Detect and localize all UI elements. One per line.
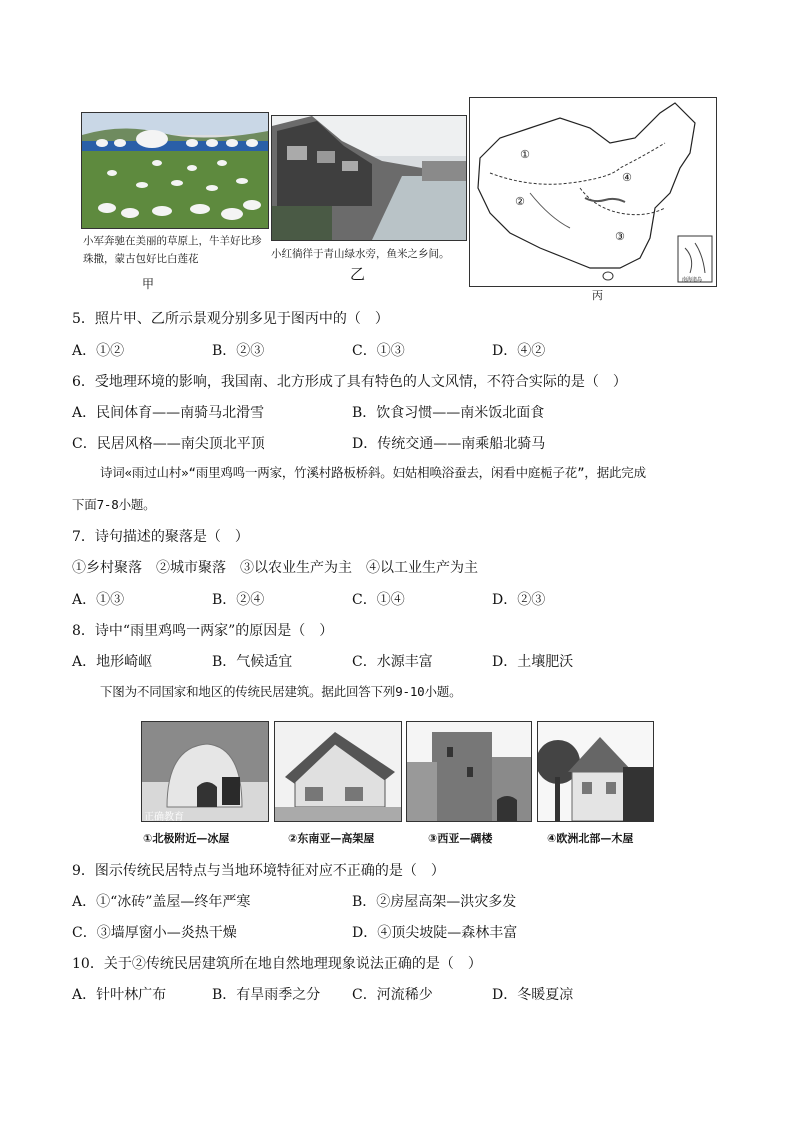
q10-stem: 10．关于②传统民居建筑所在地自然地理现象说法正确的是（ ） (72, 956, 482, 972)
map-bing-label: 丙 (592, 289, 603, 302)
igloo-image (142, 722, 268, 821)
q7-choices: ①乡村聚落 ②城市聚落 ③以农业生产为主 ④以工业生产为主 (72, 560, 478, 576)
photo-jia-label: 甲 (142, 277, 155, 291)
q5-stem: 5．照片甲、乙所示景观分别多见于图丙中的（ ） (72, 311, 389, 327)
lead-9-10: 下图为不同国家和地区的传统民居建筑。据此回答下列9-10小题。 (100, 684, 462, 699)
house-photo-watchtower (406, 721, 532, 822)
house-caption-watchtower: ③西亚—碉楼 (428, 832, 493, 845)
map-region-1-label: ① (520, 148, 530, 161)
house-photo-stilt (274, 721, 402, 822)
q5-option-d: D．④② (492, 343, 546, 359)
photo-jia-caption: 小军奔驰在美丽的草原上，牛羊好比珍珠撒，蒙古包好比白莲花 (83, 235, 262, 265)
q5-option-a: A．①② (72, 343, 125, 359)
map-region-2-label: ② (515, 195, 525, 208)
q6-stem: 6．受地理环境的影响，我国南、北方形成了具有特色的人文风情，不符合实际的是（ ） (72, 374, 627, 390)
lead-7-8-line1: 诗词«雨过山村»“雨里鸡鸣一两家，竹溪村路板桥斜。妇姑相唤浴蚕去，闲看中庭栀子花”，据此完成 (100, 465, 646, 480)
wooden-house-image (538, 722, 653, 821)
q10-option-d: D．冬暖夏凉 (492, 987, 574, 1003)
q5-option-c: C．①③ (352, 343, 405, 359)
q9-option-d: D．④顶尖坡陡—森林丰富 (352, 925, 518, 941)
map-inset-label: 南海诸岛 (682, 277, 703, 283)
q7-option-a: A．①③ (72, 592, 125, 608)
q7-option-c: C．①④ (352, 592, 405, 608)
q9-option-a: A．①“冰砖”盖屋—终年严寒 (72, 894, 251, 910)
q8-option-b: B．气候适宜 (212, 654, 293, 670)
q8-option-c: C．水源丰富 (352, 654, 433, 670)
lead-7-8-line2: 下面7-8小题。 (72, 497, 156, 512)
map-region-3-label: ③ (615, 230, 625, 243)
photo-yi-caption: 小红徜徉于青山绿水旁，鱼米之乡间。 (271, 248, 450, 260)
house-caption-igloo: ①北极附近—冰屋 (143, 832, 230, 845)
q10-option-c: C．河流稀少 (352, 987, 433, 1003)
watchtower-image (407, 722, 531, 821)
house-caption-stilt: ②东南亚—高架屋 (288, 832, 375, 845)
map-bing-china (469, 97, 717, 287)
q7-option-d: D．②③ (492, 592, 546, 608)
house-photo-wooden (537, 721, 654, 822)
stilt-house-image (275, 722, 401, 821)
q6-option-b: B．饮食习惯——南米饭北面食 (352, 405, 545, 421)
q8-option-a: A．地形崎岖 (72, 654, 153, 670)
q6-option-c: C．民居风格——南尖顶北平顶 (72, 436, 265, 452)
photo-yi-label: 乙 (350, 265, 366, 283)
watertown-image (272, 116, 466, 240)
q7-option-b: B．②④ (212, 592, 265, 608)
q9-option-c: C．③墙厚窗小—炎热干燥 (72, 925, 237, 941)
photo-yi-watertown (271, 115, 467, 241)
q7-stem: 7．诗句描述的聚落是（ ） (72, 529, 249, 545)
photo-jia-grassland (81, 112, 269, 229)
china-map (470, 98, 716, 286)
q6-option-a: A．民间体育——南骑马北滑雪 (72, 405, 265, 421)
igloo-watermark: 正确教育 (144, 812, 184, 822)
house-caption-wooden: ④欧洲北部—木屋 (547, 832, 634, 845)
q5-option-b: B．②③ (212, 343, 265, 359)
house-photo-igloo (141, 721, 269, 822)
q10-option-a: A．针叶林广布 (72, 987, 167, 1003)
q10-option-b: B．有旱雨季之分 (212, 987, 321, 1003)
q6-option-d: D．传统交通——南乘船北骑马 (352, 436, 546, 452)
grassland-image (82, 113, 268, 228)
q8-stem: 8．诗中“雨里鸡鸣一两家”的原因是（ ） (72, 623, 334, 639)
q8-option-d: D．土壤肥沃 (492, 654, 574, 670)
q9-stem: 9．图示传统民居特点与当地环境特征对应不正确的是（ ） (72, 863, 445, 879)
map-region-4-label: ④ (622, 171, 632, 184)
q9-option-b: B．②房屋高架—洪灾多发 (352, 894, 517, 910)
